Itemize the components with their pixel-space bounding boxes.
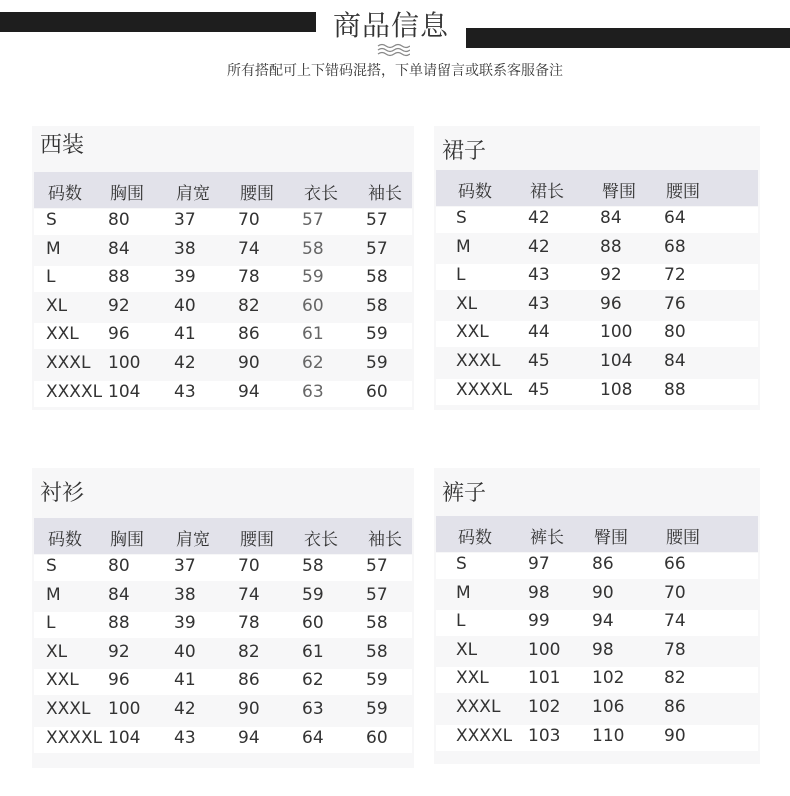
table-header-row [34, 172, 412, 208]
table-cell: 86 [592, 554, 614, 574]
table-row [34, 323, 412, 349]
wave-icon [376, 42, 410, 58]
table-cell: 108 [600, 379, 633, 400]
table-cell: 92 [108, 295, 130, 316]
table-cell: 58 [366, 267, 388, 288]
table-cell: 63 [302, 699, 324, 719]
size-label: M [46, 584, 61, 605]
table-cell: 61 [302, 324, 324, 345]
size-label: M [456, 236, 471, 257]
table-row [34, 555, 412, 581]
column-header: 袖长 [368, 184, 402, 204]
table-cell: 92 [600, 265, 622, 286]
table-cell: 68 [664, 236, 686, 257]
table-cell: 104 [108, 727, 141, 748]
table-cell: 39 [174, 613, 196, 634]
size-label: XXXXL [456, 725, 513, 746]
table-cell: 74 [238, 584, 260, 605]
table-cell: 70 [238, 210, 260, 230]
table-cell: 86 [238, 670, 260, 691]
table-cell: 84 [664, 351, 686, 371]
table-cell: 96 [108, 324, 130, 345]
column-header: 腰围 [666, 528, 700, 548]
column-header: 腰围 [666, 182, 700, 202]
size-label: M [456, 582, 471, 603]
table-cell: 43 [174, 381, 196, 402]
table-cell: 42 [528, 236, 550, 257]
table-header-row [436, 516, 758, 552]
table-cell: 104 [600, 351, 633, 371]
column-header: 胸围 [110, 530, 144, 550]
header-bar-left [0, 12, 316, 32]
table-cell: 100 [108, 699, 141, 719]
table-cell: 104 [108, 381, 141, 402]
table-cell: 100 [528, 639, 561, 660]
table-title: 衬衫 [40, 481, 85, 506]
column-header: 裤长 [530, 528, 564, 548]
size-label: XXXL [456, 697, 501, 717]
column-header: 码数 [48, 530, 82, 550]
table-cell: 74 [238, 238, 260, 259]
column-header: 腰围 [240, 530, 274, 550]
size-label: S [456, 208, 467, 228]
table-cell: 70 [238, 556, 260, 576]
table-cell: 41 [174, 324, 196, 345]
table-cell: 60 [302, 295, 324, 316]
size-table-suit [32, 126, 414, 410]
header-bar-right [466, 28, 790, 48]
size-label: XL [456, 293, 478, 314]
table-cell: 80 [108, 210, 130, 230]
table-cell: 45 [528, 351, 550, 371]
table-header-row [34, 518, 412, 554]
size-label: XXXXL [456, 379, 513, 400]
table-cell: 76 [664, 293, 686, 314]
table-cell: 60 [366, 381, 388, 402]
size-label: XXL [46, 324, 79, 345]
table-cell: 101 [528, 668, 561, 689]
size-label: XXL [46, 670, 79, 691]
table-cell: 84 [600, 208, 622, 228]
size-table-pants [434, 468, 760, 764]
table-cell: 42 [174, 353, 196, 373]
table-cell: 94 [238, 381, 260, 402]
size-label: XXL [456, 322, 489, 343]
column-header: 臀围 [602, 182, 636, 202]
table-cell: 102 [528, 697, 561, 717]
size-label: XXXL [46, 699, 91, 719]
table-cell: 58 [302, 556, 324, 576]
table-cell: 84 [108, 584, 130, 605]
table-cell: 58 [366, 641, 388, 662]
table-cell: 64 [664, 208, 686, 228]
size-label: XL [46, 641, 68, 662]
table-cell: 57 [366, 584, 388, 605]
table-cell: 37 [174, 556, 196, 576]
page-title: 商品信息 [332, 9, 449, 42]
page-subtitle: 所有搭配可上下错码混搭，下单请留言或联系客服备注 [227, 63, 563, 79]
column-header: 裙长 [530, 182, 564, 202]
column-header: 袖长 [368, 530, 402, 550]
table-cell: 58 [366, 295, 388, 316]
table-cell: 110 [592, 725, 625, 746]
table-cell: 66 [664, 554, 686, 574]
table-cell: 60 [366, 727, 388, 748]
table-cell: 94 [592, 611, 614, 632]
size-label: S [456, 554, 467, 574]
table-cell: 42 [528, 208, 550, 228]
size-label: M [46, 238, 61, 259]
table-cell: 64 [302, 727, 324, 748]
table-cell: 82 [238, 641, 260, 662]
column-header: 衣长 [304, 530, 338, 550]
table-cell: 90 [592, 582, 614, 603]
table-cell: 45 [528, 379, 550, 400]
table-cell: 40 [174, 641, 196, 662]
table-cell: 102 [592, 668, 625, 689]
table-cell: 90 [238, 699, 260, 719]
table-cell: 106 [592, 697, 625, 717]
table-cell: 42 [174, 699, 196, 719]
column-header: 臀围 [594, 528, 628, 548]
table-cell: 78 [238, 267, 260, 288]
table-title: 裙子 [442, 139, 487, 164]
table-cell: 86 [238, 324, 260, 345]
table-cell: 62 [302, 353, 324, 373]
table-cell: 58 [302, 238, 324, 259]
size-label: S [46, 210, 57, 230]
table-cell: 99 [528, 611, 550, 632]
column-header: 码数 [48, 184, 82, 204]
table-cell: 43 [174, 727, 196, 748]
table-cell: 61 [302, 641, 324, 662]
table-cell: 59 [366, 699, 388, 719]
table-cell: 40 [174, 295, 196, 316]
table-cell: 57 [366, 238, 388, 259]
size-label: L [46, 267, 56, 288]
table-cell: 59 [302, 267, 324, 288]
table-cell: 59 [366, 324, 388, 345]
table-cell: 74 [664, 611, 686, 632]
table-row [34, 612, 412, 638]
table-cell: 88 [600, 236, 622, 257]
table-cell: 96 [600, 293, 622, 314]
table-cell: 88 [108, 267, 130, 288]
table-header-row [436, 170, 758, 206]
table-cell: 98 [592, 639, 614, 660]
table-cell: 62 [302, 670, 324, 691]
table-cell: 70 [664, 582, 686, 603]
column-header: 肩宽 [176, 530, 210, 550]
table-cell: 57 [302, 210, 324, 230]
table-cell: 59 [366, 670, 388, 691]
table-cell: 88 [664, 379, 686, 400]
table-cell: 60 [302, 613, 324, 634]
size-label: L [456, 611, 466, 632]
table-cell: 78 [664, 639, 686, 660]
size-label: L [46, 613, 56, 634]
column-header: 衣长 [304, 184, 338, 204]
column-header: 肩宽 [176, 184, 210, 204]
size-label: XL [46, 295, 68, 316]
table-row [436, 207, 758, 233]
size-label: S [46, 556, 57, 576]
table-cell: 90 [664, 725, 686, 746]
table-cell: 43 [528, 293, 550, 314]
table-row [34, 209, 412, 235]
column-header: 码数 [458, 528, 492, 548]
size-label: XXXXL [46, 381, 103, 402]
table-title: 裤子 [442, 481, 487, 506]
table-row [34, 266, 412, 292]
size-table-shirt [32, 468, 414, 768]
column-header: 腰围 [240, 184, 274, 204]
table-cell: 63 [302, 381, 324, 402]
table-cell: 100 [600, 322, 633, 343]
size-label: XXXL [46, 353, 91, 373]
table-cell: 43 [528, 265, 550, 286]
table-cell: 59 [302, 584, 324, 605]
table-row [34, 669, 412, 695]
table-cell: 103 [528, 725, 561, 746]
table-cell: 96 [108, 670, 130, 691]
table-cell: 92 [108, 641, 130, 662]
size-label: XXL [456, 668, 489, 689]
table-cell: 78 [238, 613, 260, 634]
size-table-skirt [434, 126, 760, 410]
size-label: XXXXL [46, 727, 103, 748]
table-cell: 41 [174, 670, 196, 691]
column-header: 胸围 [110, 184, 144, 204]
table-cell: 94 [238, 727, 260, 748]
table-cell: 100 [108, 353, 141, 373]
size-label: L [456, 265, 466, 286]
size-label: XXXL [456, 351, 501, 371]
table-cell: 57 [366, 556, 388, 576]
table-cell: 44 [528, 322, 550, 343]
table-cell: 58 [366, 613, 388, 634]
table-cell: 38 [174, 238, 196, 259]
table-title: 西装 [40, 133, 85, 158]
table-cell: 84 [108, 238, 130, 259]
table-cell: 82 [238, 295, 260, 316]
table-row [436, 264, 758, 290]
table-cell: 80 [108, 556, 130, 576]
table-cell: 59 [366, 353, 388, 373]
table-cell: 39 [174, 267, 196, 288]
table-cell: 86 [664, 697, 686, 717]
size-label: XL [456, 639, 478, 660]
table-cell: 38 [174, 584, 196, 605]
table-cell: 80 [664, 322, 686, 343]
table-cell: 88 [108, 613, 130, 634]
table-cell: 37 [174, 210, 196, 230]
column-header: 码数 [458, 182, 492, 202]
table-cell: 90 [238, 353, 260, 373]
table-cell: 57 [366, 210, 388, 230]
table-cell: 98 [528, 582, 550, 603]
table-cell: 97 [528, 554, 550, 574]
table-cell: 82 [664, 668, 686, 689]
table-cell: 72 [664, 265, 686, 286]
